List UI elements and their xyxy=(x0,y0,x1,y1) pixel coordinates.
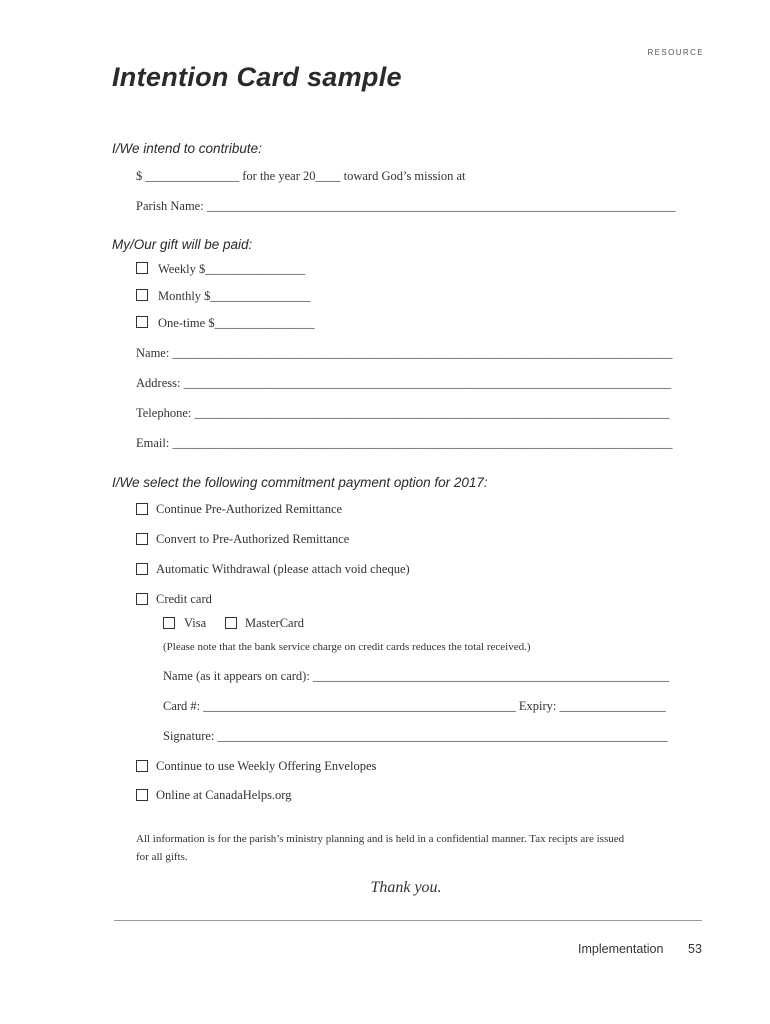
email-line: Email: ________________________________________________________________________________ xyxy=(136,436,673,450)
footer-section-label: Implementation xyxy=(578,942,664,956)
page-title: Intention Card sample xyxy=(112,62,402,92)
parish-name-line: Parish Name: ___________________________________________________________________________ xyxy=(136,199,676,213)
resource-label: RESOURCE xyxy=(647,48,704,57)
one-time-label: One-time $________________ xyxy=(158,316,315,330)
visa-checkbox[interactable] xyxy=(163,617,175,629)
mastercard-label: MasterCard xyxy=(245,616,305,630)
address-line: Address: ______________________________________________________________________________ xyxy=(136,376,672,390)
footer-divider xyxy=(114,920,702,921)
convert-par-label: Convert to Pre-Authorized Remittance xyxy=(156,532,350,546)
thank-you-text: Thank you. xyxy=(370,879,442,896)
credit-card-label: Credit card xyxy=(156,592,212,606)
auto-withdrawal-checkbox[interactable] xyxy=(136,563,148,575)
visa-label: Visa xyxy=(184,616,207,630)
gift-heading: My/Our gift will be paid: xyxy=(112,237,253,252)
monthly-checkbox[interactable] xyxy=(136,289,148,301)
continue-par-checkbox[interactable] xyxy=(136,503,148,515)
monthly-label: Monthly $________________ xyxy=(158,289,311,303)
name-line: Name: ________________________________________________________________________________ xyxy=(136,346,673,360)
card-name-line: Name (as it appears on card): _________________________________________________________ xyxy=(163,669,670,683)
online-label: Online at CanadaHelps.org xyxy=(156,788,292,802)
mastercard-checkbox[interactable] xyxy=(225,617,237,629)
contribute-heading: I/We intend to contribute: xyxy=(112,141,262,156)
disclaimer-line-1: All information is for the parish’s ministry planning and is held in a confidential manner. Tax recipts are issued xyxy=(136,833,625,845)
online-checkbox[interactable] xyxy=(136,789,148,801)
disclaimer-line-2: for all gifts. xyxy=(136,851,188,863)
convert-par-checkbox[interactable] xyxy=(136,533,148,545)
credit-card-checkbox[interactable] xyxy=(136,593,148,605)
card-number-line: Card #: __________________________________________________ Expiry: _________________ xyxy=(163,699,666,713)
telephone-line: Telephone: ____________________________________________________________________________ xyxy=(136,406,670,420)
auto-withdrawal-label: Automatic Withdrawal (please attach void cheque) xyxy=(156,562,410,576)
signature-line: Signature: ________________________________________________________________________ xyxy=(163,729,668,743)
weekly-label: Weekly $________________ xyxy=(158,262,306,276)
envelopes-label: Continue to use Weekly Offering Envelopes xyxy=(156,759,377,773)
one-time-checkbox[interactable] xyxy=(136,316,148,328)
payment-heading: I/We select the following commitment payment option for 2017: xyxy=(112,475,488,490)
page-number: 53 xyxy=(688,942,702,956)
continue-par-label: Continue Pre-Authorized Remittance xyxy=(156,502,343,516)
credit-card-note: (Please note that the bank service charge on credit cards reduces the total received.) xyxy=(163,641,531,653)
amount-line: $ _______________ for the year 20____ toward God’s mission at xyxy=(136,169,466,183)
weekly-checkbox[interactable] xyxy=(136,262,148,274)
envelopes-checkbox[interactable] xyxy=(136,760,148,772)
